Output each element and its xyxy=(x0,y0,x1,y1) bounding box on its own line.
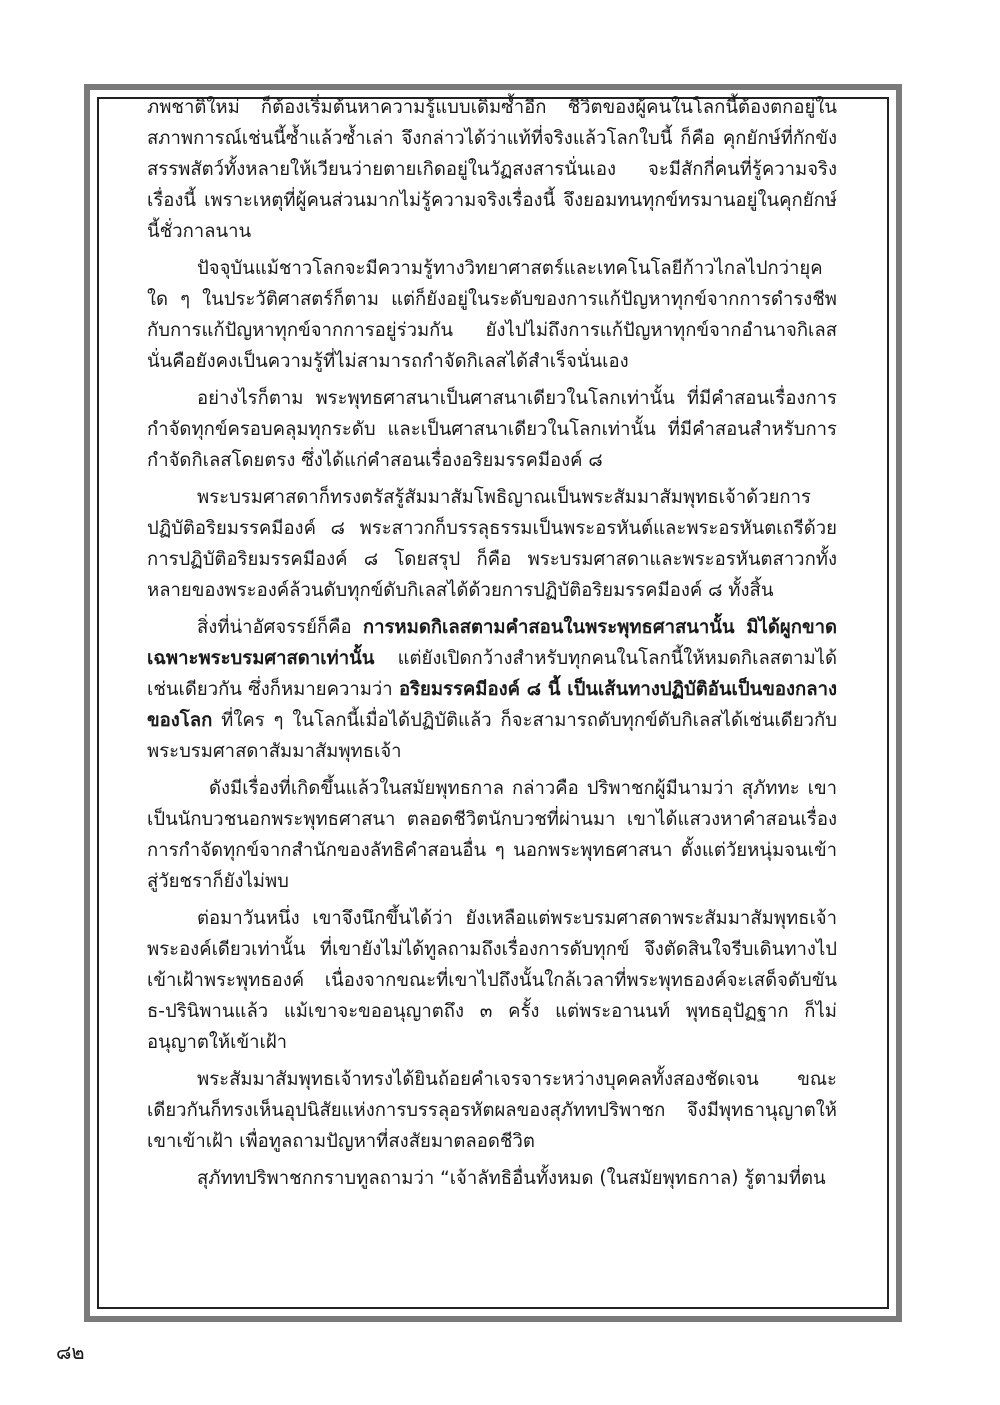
paragraph-5-bold-2: อริยมรรคมีองค์ ๘ นี้ เป็นเส้นทางปฏิบัติอันเป็นของกลางของโลก xyxy=(147,679,837,731)
page-body xyxy=(147,92,837,1200)
paragraph-4: พระบรมศาสดาก็ทรงตรัสรู้สัมมาสัมโพธิญาณเป็นพระสัมมาสัมพุทธเจ้าด้วยการปฏิบัติอริยมรรคมีองค์ ๘ พระสาวกก็บรรลุธรรมเป็นพระอรหันต์และพระอรหันตเถรีด้วยการปฏิบัติอริยมรรคมีองค์ ๘ โดยสรุป ก็คือ พระบรมศาสดาและพระอรหันตสาวกทั้งหลายของพระองค์ล้วนดับทุกข์ดับกิเลสได้ด้วยการปฏิบัติอริยมรรคมีองค์ ๘ ทั้งสิ้น xyxy=(147,487,837,601)
paragraph-3: อย่างไรก็ตาม พระพุทธศาสนาเป็นศาสนาเดียวในโลกเท่านั้น ที่มีคำสอนเรื่องการกำจัดทุกข์ครอบคลุมทุกระดับ และเป็นศาสนาเดียวในโลกเท่านั้น ที่มีคำสอนสำหรับการกำจัดกิเลสโดยตรง ซึ่งได้แก่คำสอนเรื่องอริยมรรคมีองค์ ๘ xyxy=(147,388,837,471)
paragraph-1: ภพชาติใหม่ ก็ต้องเริ่มต้นหาความรู้แบบเดิมซ้ำอีก ชีวิตของผู้คนในโลกนี้ต้องตกอยู่ในสภาพการณ์เช่นนี้ซ้ำแล้วซ้ำเล่า จึงกล่าวได้ว่าแท้ที่จริงแล้วโลกใบนี้ ก็คือ คุกยักษ์ที่กักขังสรรพสัตว์ทั้งหลายให้เวียนว่ายตายเกิดอยู่ในวัฏสงสารนั่นเอง จะมีสักกี่คนที่รู้ความจริงเรื่องนี้ เพราะเหตุที่ผู้คนส่วนมากไม่รู้ความจริงเรื่องนี้ จึงยอมทนทุกข์ทรมานอยู่ในคุกยักษ์นี้ชั่วกาลนาน xyxy=(147,97,837,242)
page-number: ๘๒ xyxy=(56,1340,85,1364)
paragraph-9: สุภัททปริพาชกกราบทูลถามว่า “เจ้าลัทธิอื่นทั้งหมด (ในสมัยพุทธกาล) รู้ตามที่ตน xyxy=(197,1168,826,1189)
paragraph-8: พระสัมมาสัมพุทธเจ้าทรงได้ยินถ้อยคำเจรจาระหว่างบุคคลทั้งสองชัดเจน ขณะเดียวกันก็ทรงเห็นอุปนิสัยแห่งการบรรลุอรหัตผลของสุภัททปริพาชก จึงมีพุทธานุญาตให้เขาเข้าเฝ้า เพื่อทูลถามปัญหาที่สงสัยมาตลอดชีวิต xyxy=(147,1069,837,1152)
paragraph-2: ปัจจุบันแม้ชาวโลกจะมีความรู้ทางวิทยาศาสตร์และเทคโนโลยีก้าวไกลไปกว่ายุคใด ๆ ในประวัติศาสตร์ก็ตาม แต่ก็ยังอยู่ในระดับของการแก้ปัญหาทุกข์จากการดำรงชีพกับการแก้ปัญหาทุกข์จากการอยู่ร่วมกัน ยังไปไม่ถึงการแก้ปัญหาทุกข์จากอำนาจกิเลส นั่นคือยังคงเป็นความรู้ที่ไม่สามารถกำจัดกิเลสได้สำเร็จนั่นเอง xyxy=(147,258,837,372)
paragraph-6: ดังมีเรื่องที่เกิดขึ้นแล้วในสมัยพุทธกาล กล่าวคือ ปริพาชกผู้มีนามว่า สุภัททะ เขาเป็นนักบวชนอกพระพุทธศาสนา ตลอดชีวิตนักบวชที่ผ่านมา เขาได้แสวงหาคำสอนเรื่องการกำจัดทุกข์จากสำนักของลัทธิคำสอนอื่น ๆ นอกพระพุทธศาสนา ตั้งแต่วัยหนุ่มจนเข้าสู่วัยชราก็ยังไม่พบ xyxy=(147,778,837,892)
paragraph-5-bold-1: การหมดกิเลสตามคำสอนในพระพุทธศาสนานั้น มิได้ผูกขาดเฉพาะพระบรมศาสดาเท่านั้น xyxy=(147,617,837,669)
paragraph-5-post: ที่ใคร ๆ ในโลกนี้เมื่อได้ปฏิบัติแล้ว ก็จะสามารถดับทุกข์ดับกิเลสได้เช่นเดียวกับพระบรมศาสดาสัมมาสัมพุทธเจ้า xyxy=(147,710,837,762)
paragraph-5-pre: สิ่งที่น่าอัศจรรย์ก็คือ xyxy=(197,617,363,638)
paragraph-7: ต่อมาวันหนึ่ง เขาจึงนึกขึ้นได้ว่า ยังเหลือแต่พระบรมศาสดาพระสัมมาสัมพุทธเจ้าพระองค์เดียวเท่านั้น ที่เขายังไม่ได้ทูลถามถึงเรื่องการดับทุกข์ จึงตัดสินใจรีบเดินทางไปเข้าเฝ้าพระพุทธองค์ เนื่องจากขณะที่เขาไปถึงนั้นใกล้เวลาที่พระพุทธองค์จะเสด็จดับขันธ-ปรินิพานแล้ว แม้เขาจะขออนุญาตถึง ๓ ครั้ง แต่พระอานนท์ พุทธอุปัฏฐาก ก็ไม่อนุญาตให้เข้าเฝ้า xyxy=(147,908,837,1053)
paragraph-5 xyxy=(147,612,837,767)
paragraph-5-mid: แต่ยังเปิดกว้างสำหรับทุกคนในโลกนี้ให้หมดกิเลสตามได้เช่นเดียวกัน ซึ่งก็หมายความว่า xyxy=(147,648,837,700)
